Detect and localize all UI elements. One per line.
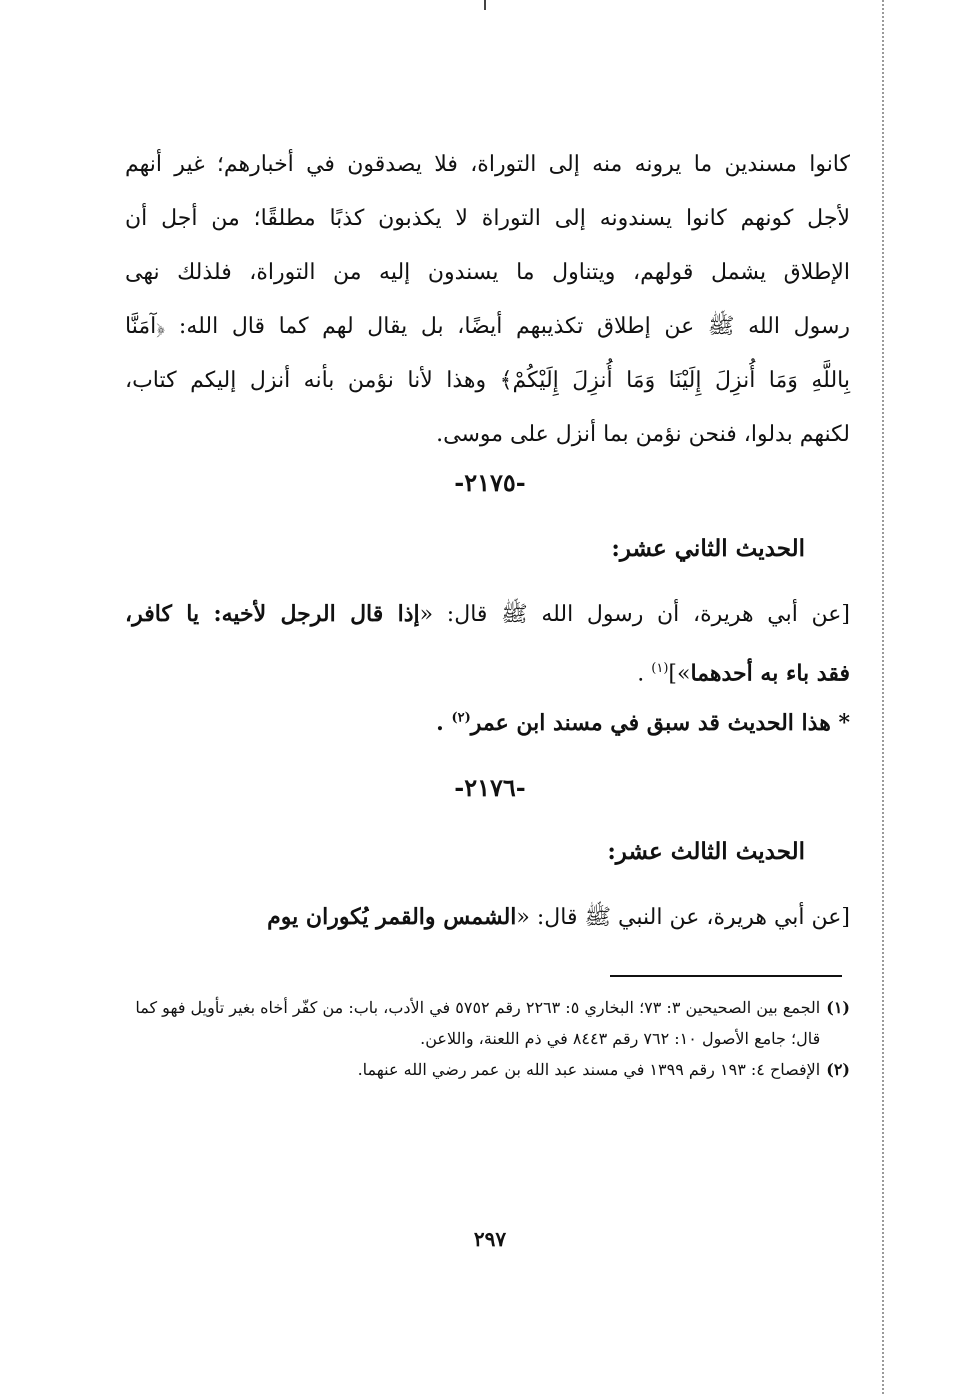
footnote-separator [610, 975, 842, 977]
top-crop-mark [484, 0, 486, 10]
hadith-number-2175: -٢١٧٥- [454, 468, 526, 497]
hadith-thirteenth-quote: الشمس والقمر يُكوران يوم [267, 904, 517, 930]
hadith-twelfth-intro: [عن أبي هريرة، أن رسول الله ﷺ قال: « [419, 602, 851, 627]
footnotes [130, 992, 850, 1085]
paragraph-line-2: لأجل كونهم كانوا يسندونه إلى التوراة لا يكذبون كذبًا مطلقًا؛ من أجل أن [125, 206, 850, 231]
hadith-text-thirteenth [125, 890, 850, 945]
hadith-twelfth-line-2 [125, 642, 850, 701]
hadith-thirteenth-intro: [عن أبي هريرة، عن النبي ﷺ قال: « [516, 905, 850, 930]
body-paragraph [125, 138, 850, 462]
page-number: ٢٩٧ [473, 1227, 507, 1251]
footnote-1-number: (١) [826, 998, 850, 1017]
asterisk-icon: * [838, 710, 850, 736]
paragraph-line-1: كانوا مسندين ما يرونه منه إلى التوراة، فلا يصدقون في أخبارهم؛ غير أنهم [125, 152, 850, 177]
footnote-1 [130, 992, 850, 1054]
paragraph-line-4: رسول الله ﷺ عن إطلاق تكذيبهم أيضًا، بل يقال لهم كما قال الله: ﴿آمَنَّا [125, 314, 851, 339]
footnote-2 [130, 1054, 850, 1085]
cross-reference-text: هذا الحديث قد سبق في مسند ابن عمر [470, 710, 831, 736]
footnote-ref-1[interactable]: (١) [651, 661, 669, 676]
hadith-thirteenth-line-1 [125, 890, 850, 945]
footnote-1-text: الجمع بين الصحيحين ٣: ٧٣؛ البخاري ٥: ٢٢٦٣ رقم ٥٧٥٢ في الأدب، باب: من كفّر أخاه بغير تأويل فهو كما قال؛ جامع الأصول ١٠: ٧٦٢ رقم ٨٤٤٣ في ذم اللعنة، واللاعن. [135, 998, 821, 1048]
footnote-ref-2[interactable]: (٢) [451, 710, 471, 726]
hadith-text-twelfth [125, 587, 850, 701]
hadith-twelfth-line-1 [125, 587, 850, 642]
hadith-twelfth-close: »] [668, 661, 691, 687]
hadith-twelfth-period: . [637, 661, 645, 687]
hadith-twelfth-quote-part2: فقد باء به أحدهما [690, 660, 850, 687]
hadith-heading-twelfth: الحديث الثاني عشر: [611, 535, 805, 562]
paragraph-line-3: الإطلاق يشمل قولهم، ويتناول ما يسندون إليه من التوراة، فلذلك نهى [125, 260, 850, 285]
footnote-2-text: الإفصاح ٤: ١٩٣ رقم ١٣٩٩ في مسند عبد الله بن عمر رضي الله عنهما. [357, 1060, 821, 1079]
hadith-heading-thirteenth: الحديث الثالث عشر: [607, 838, 805, 865]
hadith-twelfth-quote-part1: إذا قال الرجل لأخيه: يا كافر، [125, 601, 420, 627]
cross-reference-note [436, 710, 850, 736]
dotted-margin-line [882, 0, 884, 1394]
paragraph-line-6: لكنهم بدلوا، فنحن نؤمن بما أنزل على موسى. [436, 422, 850, 447]
footnote-2-number: (٢) [826, 1060, 850, 1079]
hadith-number-2176: -٢١٧٦- [454, 773, 526, 802]
paragraph-line-5: بِاللَّهِ وَمَا أُنزِلَ إِلَيْنَا وَمَا أُنزِلَ إِلَيْكُمْ﴾ وهذا لأنا نؤمن بأنه أنزل إليكم كتاب، [125, 368, 850, 393]
cross-reference-period: . [436, 710, 444, 736]
